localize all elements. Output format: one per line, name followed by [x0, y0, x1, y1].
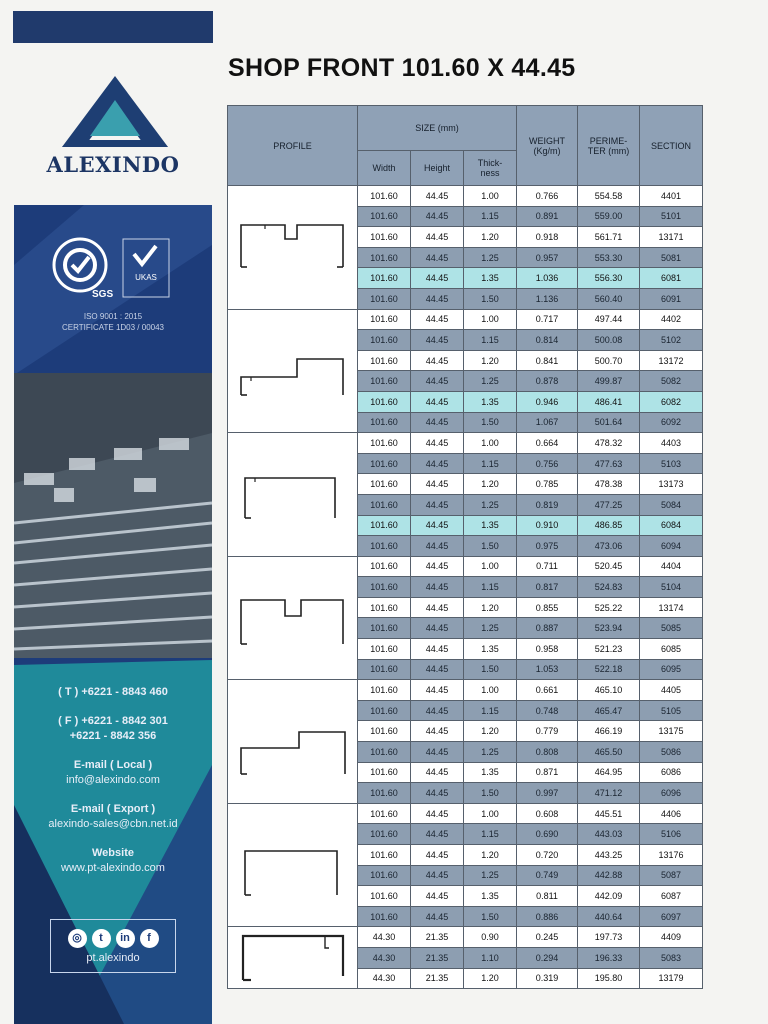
cell-width: 101.60: [358, 680, 411, 701]
cell-width: 101.60: [358, 350, 411, 371]
cell-weight: 0.766: [517, 186, 578, 207]
cell-perimeter: 560.40: [578, 288, 640, 309]
cert-text: [14, 311, 212, 333]
cell-section: 13172: [640, 350, 703, 371]
linkedin-icon[interactable]: in: [116, 929, 135, 948]
cell-height: 44.45: [411, 783, 464, 804]
cell-perimeter: 442.09: [578, 886, 640, 907]
cell-weight: 0.958: [517, 639, 578, 660]
cell-weight: 0.319: [517, 968, 578, 989]
cell-perimeter: 524.83: [578, 577, 640, 598]
facebook-icon[interactable]: f: [140, 929, 159, 948]
cell-perimeter: 477.63: [578, 453, 640, 474]
page-title: SHOP FRONT 101.60 X 44.45: [228, 54, 576, 82]
cell-thickness: 1.35: [464, 886, 517, 907]
cell-width: 101.60: [358, 618, 411, 639]
cell-width: 101.60: [358, 227, 411, 248]
cell-section: 6095: [640, 659, 703, 680]
table-row: [228, 803, 703, 824]
cell-height: 44.45: [411, 247, 464, 268]
profile-box-plain-icon: [233, 825, 353, 905]
instagram-icon[interactable]: ◎: [68, 929, 87, 948]
table-row: [228, 433, 703, 454]
header-width: Width: [358, 151, 411, 186]
cell-perimeter: 471.12: [578, 783, 640, 804]
cell-height: 44.45: [411, 433, 464, 454]
cell-perimeter: 499.87: [578, 371, 640, 392]
sgs-badge-icon: [50, 235, 116, 301]
cell-width: 101.60: [358, 721, 411, 742]
profile-u-two-lips-icon: [233, 207, 353, 287]
cell-height: 21.35: [411, 927, 464, 948]
sgs-label: SGS: [92, 289, 114, 300]
cell-width: 101.60: [358, 824, 411, 845]
cell-section: 4402: [640, 309, 703, 330]
cell-thickness: 1.25: [464, 865, 517, 886]
cell-width: 101.60: [358, 206, 411, 227]
cell-width: 101.60: [358, 433, 411, 454]
cell-height: 44.45: [411, 886, 464, 907]
cell-thickness: 1.35: [464, 639, 517, 660]
cell-weight: 1.053: [517, 659, 578, 680]
table-row: [228, 309, 703, 330]
cell-width: 101.60: [358, 556, 411, 577]
cell-section: 6096: [640, 783, 703, 804]
cell-thickness: 1.15: [464, 206, 517, 227]
cell-section: 5105: [640, 700, 703, 721]
cell-section: 6097: [640, 906, 703, 927]
cell-section: 5102: [640, 330, 703, 351]
cell-weight: 0.720: [517, 845, 578, 866]
cell-weight: 0.756: [517, 453, 578, 474]
cell-perimeter: 520.45: [578, 556, 640, 577]
cell-width: 44.30: [358, 927, 411, 948]
header-thickness: Thick-ness: [464, 151, 517, 186]
cell-height: 44.45: [411, 391, 464, 412]
cell-width: 101.60: [358, 845, 411, 866]
cell-thickness: 1.50: [464, 783, 517, 804]
cell-thickness: 1.00: [464, 309, 517, 330]
profile-stepped-lips-icon: [233, 331, 353, 411]
cell-weight: 0.711: [517, 556, 578, 577]
cell-height: 21.35: [411, 947, 464, 968]
cell-section: 6085: [640, 639, 703, 660]
cell-thickness: 1.35: [464, 268, 517, 289]
cell-weight: 0.294: [517, 947, 578, 968]
cell-thickness: 1.20: [464, 474, 517, 495]
cell-weight: 0.957: [517, 247, 578, 268]
cell-weight: 0.817: [517, 577, 578, 598]
profile-drawing: [228, 309, 358, 433]
profile-small-channel-icon: [233, 928, 353, 988]
ukas-label: UKAS: [135, 273, 157, 282]
cell-width: 101.60: [358, 659, 411, 680]
cell-perimeter: 443.25: [578, 845, 640, 866]
cell-perimeter: 445.51: [578, 803, 640, 824]
email-export[interactable]: alexindo-sales@cbn.net.id: [48, 818, 178, 830]
cell-height: 44.45: [411, 536, 464, 557]
cell-weight: 0.814: [517, 330, 578, 351]
cell-perimeter: 497.44: [578, 309, 640, 330]
cell-thickness: 1.15: [464, 330, 517, 351]
cell-perimeter: 197.73: [578, 927, 640, 948]
cell-section: 13174: [640, 597, 703, 618]
cell-section: 6086: [640, 762, 703, 783]
cell-weight: 0.918: [517, 227, 578, 248]
cell-section: 5086: [640, 742, 703, 763]
phone-number[interactable]: ( T ) +6221 - 8843 460: [58, 686, 168, 698]
aluminium-stock-photo: [14, 373, 212, 658]
cell-thickness: 1.25: [464, 371, 517, 392]
header-section: SECTION: [640, 106, 703, 186]
cell-height: 44.45: [411, 206, 464, 227]
cell-section: 6081: [640, 268, 703, 289]
cell-perimeter: 196.33: [578, 947, 640, 968]
cell-thickness: 1.20: [464, 968, 517, 989]
cell-thickness: 1.00: [464, 803, 517, 824]
cell-weight: 0.841: [517, 350, 578, 371]
cell-height: 44.45: [411, 494, 464, 515]
profile-u-no-lips-icon: [233, 578, 353, 658]
cell-thickness: 1.20: [464, 227, 517, 248]
cell-perimeter: 195.80: [578, 968, 640, 989]
cell-thickness: 1.25: [464, 742, 517, 763]
header-weight: WEIGHT (Kg/m): [517, 106, 578, 186]
cell-perimeter: 442.88: [578, 865, 640, 886]
cell-section: 5087: [640, 865, 703, 886]
cell-thickness: 1.25: [464, 247, 517, 268]
cell-thickness: 1.00: [464, 433, 517, 454]
top-color-bar: [13, 11, 213, 43]
profile-stepped-plain-icon: [233, 702, 353, 782]
cell-perimeter: 440.64: [578, 906, 640, 927]
cell-height: 44.45: [411, 227, 464, 248]
cell-perimeter: 486.41: [578, 391, 640, 412]
cell-width: 101.60: [358, 577, 411, 598]
certification-area: [14, 205, 212, 375]
cell-height: 44.45: [411, 556, 464, 577]
cell-thickness: 1.15: [464, 700, 517, 721]
cell-weight: 0.245: [517, 927, 578, 948]
cell-section: 13171: [640, 227, 703, 248]
cell-width: 101.60: [358, 494, 411, 515]
cell-height: 44.45: [411, 906, 464, 927]
cell-thickness: 1.20: [464, 597, 517, 618]
cell-height: 44.45: [411, 639, 464, 660]
cell-height: 44.45: [411, 474, 464, 495]
cell-weight: 0.910: [517, 515, 578, 536]
cell-width: 101.60: [358, 288, 411, 309]
cell-width: 101.60: [358, 268, 411, 289]
cell-thickness: 1.25: [464, 494, 517, 515]
cell-height: 44.45: [411, 268, 464, 289]
cell-thickness: 1.35: [464, 515, 517, 536]
cell-thickness: 1.50: [464, 659, 517, 680]
cell-width: 101.60: [358, 247, 411, 268]
cell-width: 101.60: [358, 474, 411, 495]
cell-perimeter: 486.85: [578, 515, 640, 536]
cell-weight: 0.717: [517, 309, 578, 330]
profile-drawing: [228, 556, 358, 680]
cell-perimeter: 500.08: [578, 330, 640, 351]
email-local-label: E-mail ( Local ): [73, 759, 153, 771]
cell-weight: 0.808: [517, 742, 578, 763]
cell-thickness: 1.00: [464, 556, 517, 577]
cell-section: 5106: [640, 824, 703, 845]
cell-weight: 0.811: [517, 886, 578, 907]
cell-thickness: 1.50: [464, 906, 517, 927]
ukas-badge-icon: [122, 238, 170, 298]
cell-section: 4404: [640, 556, 703, 577]
cell-height: 44.45: [411, 700, 464, 721]
email-local[interactable]: info@alexindo.com: [66, 774, 160, 786]
cell-thickness: 1.35: [464, 391, 517, 412]
cell-weight: 0.749: [517, 865, 578, 886]
sidebar: [14, 205, 212, 1024]
cell-height: 44.45: [411, 680, 464, 701]
cell-perimeter: 443.03: [578, 824, 640, 845]
table-row: [228, 927, 703, 948]
cell-width: 101.60: [358, 453, 411, 474]
cell-width: 44.30: [358, 947, 411, 968]
cell-width: 101.60: [358, 803, 411, 824]
cell-perimeter: 465.10: [578, 680, 640, 701]
cell-perimeter: 561.71: [578, 227, 640, 248]
cell-height: 44.45: [411, 186, 464, 207]
cell-section: 6082: [640, 391, 703, 412]
email-export-label: E-mail ( Export ): [70, 803, 156, 815]
cell-weight: 0.975: [517, 536, 578, 557]
header-perimeter: PERIME-TER (mm): [578, 106, 640, 186]
cell-width: 101.60: [358, 536, 411, 557]
iso-line: ISO 9001 : 2015: [83, 312, 143, 321]
twitter-icon[interactable]: t: [92, 929, 111, 948]
table-row: [228, 680, 703, 701]
cell-weight: 0.779: [517, 721, 578, 742]
cell-weight: 0.946: [517, 391, 578, 412]
cell-height: 44.45: [411, 618, 464, 639]
cell-width: 101.60: [358, 186, 411, 207]
cell-section: 13176: [640, 845, 703, 866]
cell-width: 101.60: [358, 309, 411, 330]
cell-perimeter: 464.95: [578, 762, 640, 783]
cell-weight: 0.997: [517, 783, 578, 804]
cell-thickness: 1.50: [464, 536, 517, 557]
cell-thickness: 1.00: [464, 186, 517, 207]
cell-height: 44.45: [411, 721, 464, 742]
cell-section: 13175: [640, 721, 703, 742]
cell-height: 44.45: [411, 762, 464, 783]
table-row: [228, 186, 703, 207]
cell-thickness: 1.15: [464, 577, 517, 598]
header-height: Height: [411, 151, 464, 186]
profile-drawing: [228, 927, 358, 989]
cell-height: 44.45: [411, 824, 464, 845]
cell-height: 44.45: [411, 515, 464, 536]
cell-weight: 0.664: [517, 433, 578, 454]
cell-section: 5084: [640, 494, 703, 515]
cell-width: 101.60: [358, 742, 411, 763]
cell-width: 101.60: [358, 391, 411, 412]
profile-drawing: [228, 803, 358, 927]
cell-height: 44.45: [411, 330, 464, 351]
cell-thickness: 1.50: [464, 412, 517, 433]
cell-width: 101.60: [358, 330, 411, 351]
table-row: [228, 556, 703, 577]
cell-section: 13179: [640, 968, 703, 989]
cell-height: 44.45: [411, 577, 464, 598]
cell-height: 44.45: [411, 288, 464, 309]
fax-number-1: ( F ) +6221 - 8842 301: [58, 715, 168, 727]
cell-section: 13173: [640, 474, 703, 495]
cell-perimeter: 554.58: [578, 186, 640, 207]
cell-weight: 1.136: [517, 288, 578, 309]
cell-weight: 1.067: [517, 412, 578, 433]
header-profile: PROFILE: [228, 106, 358, 186]
cell-perimeter: 473.06: [578, 536, 640, 557]
cell-section: 6087: [640, 886, 703, 907]
cell-height: 21.35: [411, 968, 464, 989]
cell-section: 4405: [640, 680, 703, 701]
profile-box-two-lips-icon: [233, 454, 353, 534]
cell-thickness: 1.35: [464, 762, 517, 783]
profile-drawing: [228, 433, 358, 557]
cell-width: 101.60: [358, 371, 411, 392]
cell-height: 44.45: [411, 453, 464, 474]
cell-section: 5082: [640, 371, 703, 392]
brand-name: ALEXINDO: [46, 152, 180, 177]
cell-thickness: 1.25: [464, 618, 517, 639]
cell-weight: 0.887: [517, 618, 578, 639]
contact-info: [14, 685, 212, 876]
cell-weight: 0.608: [517, 803, 578, 824]
cell-thickness: 1.20: [464, 721, 517, 742]
cell-thickness: 1.15: [464, 453, 517, 474]
cell-width: 101.60: [358, 700, 411, 721]
certificate-line: CERTIFICATE 1D03 / 00043: [62, 323, 164, 332]
cell-height: 44.45: [411, 597, 464, 618]
cell-weight: 0.661: [517, 680, 578, 701]
cell-section: 4409: [640, 927, 703, 948]
fax-number-2: +6221 - 8842 356: [69, 730, 157, 742]
cell-thickness: 1.20: [464, 845, 517, 866]
cell-weight: 0.855: [517, 597, 578, 618]
cell-thickness: 1.50: [464, 288, 517, 309]
profile-drawing: [228, 680, 358, 804]
cell-width: 101.60: [358, 906, 411, 927]
cell-section: 5101: [640, 206, 703, 227]
cell-weight: 0.690: [517, 824, 578, 845]
cell-width: 101.60: [358, 762, 411, 783]
cell-perimeter: 465.47: [578, 700, 640, 721]
cell-thickness: 1.10: [464, 947, 517, 968]
social-handle[interactable]: pt.alexindo: [86, 952, 140, 964]
cell-perimeter: 465.50: [578, 742, 640, 763]
cell-weight: 0.886: [517, 906, 578, 927]
cell-width: 101.60: [358, 886, 411, 907]
spec-table-body: [228, 186, 703, 989]
cell-section: 5085: [640, 618, 703, 639]
cell-perimeter: 559.00: [578, 206, 640, 227]
cell-height: 44.45: [411, 412, 464, 433]
cell-section: 5081: [640, 247, 703, 268]
cell-height: 44.45: [411, 865, 464, 886]
cell-perimeter: 523.94: [578, 618, 640, 639]
cell-section: 5083: [640, 947, 703, 968]
cell-perimeter: 521.23: [578, 639, 640, 660]
cell-section: 4406: [640, 803, 703, 824]
spec-table: [227, 105, 703, 989]
cell-height: 44.45: [411, 659, 464, 680]
cell-width: 44.30: [358, 968, 411, 989]
cell-weight: 0.785: [517, 474, 578, 495]
cell-section: 6084: [640, 515, 703, 536]
cell-perimeter: 500.70: [578, 350, 640, 371]
cell-width: 101.60: [358, 412, 411, 433]
cell-height: 44.45: [411, 742, 464, 763]
cell-thickness: 1.20: [464, 350, 517, 371]
cell-weight: 0.878: [517, 371, 578, 392]
cell-perimeter: 501.64: [578, 412, 640, 433]
cell-weight: 1.036: [517, 268, 578, 289]
cell-height: 44.45: [411, 845, 464, 866]
cell-height: 44.45: [411, 350, 464, 371]
cell-weight: 0.819: [517, 494, 578, 515]
cell-perimeter: 478.38: [578, 474, 640, 495]
cell-width: 101.60: [358, 865, 411, 886]
cell-section: 6092: [640, 412, 703, 433]
cell-section: 4401: [640, 186, 703, 207]
cell-height: 44.45: [411, 371, 464, 392]
cell-perimeter: 556.30: [578, 268, 640, 289]
cell-width: 101.60: [358, 515, 411, 536]
cell-height: 44.45: [411, 803, 464, 824]
cell-width: 101.60: [358, 597, 411, 618]
cell-thickness: 1.15: [464, 824, 517, 845]
website-link[interactable]: www.pt-alexindo.com: [61, 862, 165, 874]
cell-section: 5104: [640, 577, 703, 598]
cell-perimeter: 478.32: [578, 433, 640, 454]
cell-perimeter: 522.18: [578, 659, 640, 680]
header-size: SIZE (mm): [358, 106, 517, 151]
website-label: Website: [92, 847, 134, 859]
profile-drawing: [228, 186, 358, 310]
cell-thickness: 1.00: [464, 680, 517, 701]
cell-width: 101.60: [358, 783, 411, 804]
cell-weight: 0.748: [517, 700, 578, 721]
cell-weight: 0.871: [517, 762, 578, 783]
cell-height: 44.45: [411, 309, 464, 330]
cell-section: 5103: [640, 453, 703, 474]
cell-section: 4403: [640, 433, 703, 454]
cell-section: 6091: [640, 288, 703, 309]
cell-weight: 0.891: [517, 206, 578, 227]
cell-perimeter: 525.22: [578, 597, 640, 618]
cell-width: 101.60: [358, 639, 411, 660]
cell-perimeter: 553.30: [578, 247, 640, 268]
cell-thickness: 0.90: [464, 927, 517, 948]
social-box: [50, 919, 176, 973]
cell-perimeter: 466.19: [578, 721, 640, 742]
cell-perimeter: 477.25: [578, 494, 640, 515]
cell-section: 6094: [640, 536, 703, 557]
